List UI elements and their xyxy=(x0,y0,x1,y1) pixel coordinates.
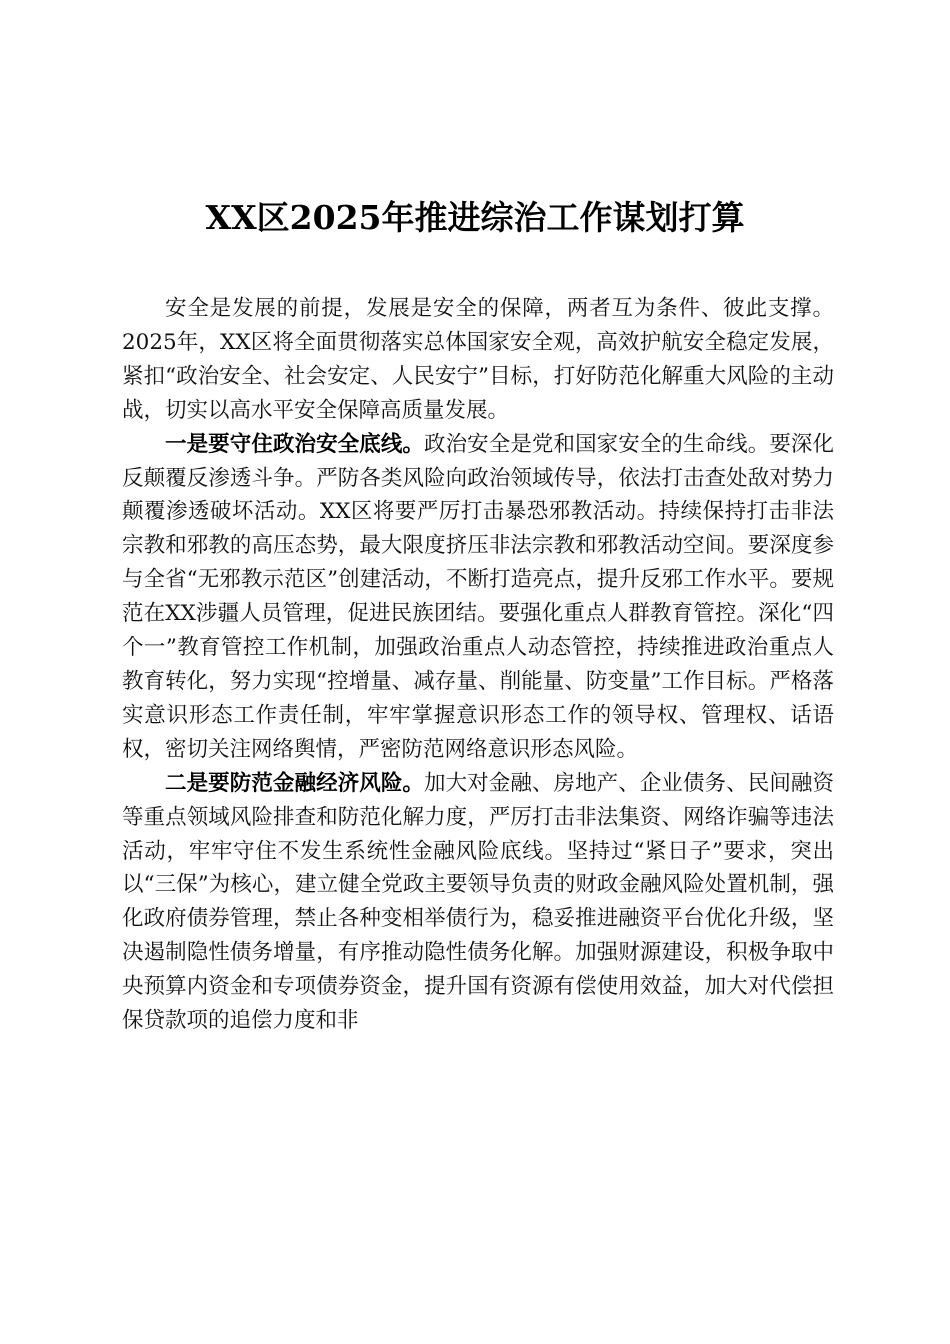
document-body xyxy=(122,292,834,1038)
paragraph-intro xyxy=(122,292,834,428)
paragraph-lead: 一是要守住政治安全底线。 xyxy=(165,431,424,457)
paragraph-lead: 二是要防范金融经济风险。 xyxy=(165,770,424,796)
paragraph-political-security xyxy=(122,428,834,767)
document-title: XX区2025年推进综治工作谋划打算 xyxy=(205,198,745,237)
paragraph-text: 政治安全是党和国家安全的生命线。要深化反颠覆反渗透斗争。严防各类风险向政治领域传导，依法打击查处敌对势力颠覆渗透破坏活动。XX区将要严厉打击暴恐邪教活动。持续保持打击非法宗教和邪教的高压态势，最大限度挤压非法宗教和邪教活动空间。要深度参与全省“无邪教示范区”创建活动，不断打造亮点，提升反邪工作水平。要规范在XX涉疆人员管理，促进民族团结。要强化重点人群教育管控。深化“四个一”教育管控工作机制，加强政治重点人动态管控，持续推进政治重点人教育转化，努力实现“控增量、减存量、削能量、防变量”工作目标。严格落实意识形态工作责任制，牢牢掌握意识形态工作的领导权、管理权、话语权，密切关注网络舆情，严密防范网络意识形态风险。 xyxy=(122,431,834,762)
paragraph-text: 安全是发展的前提，发展是安全的保障，两者互为条件、彼此支撑。2025年，XX区将全面贯彻落实总体国家安全观，高效护航安全稳定发展，紧扣“政治安全、社会安定、人民安宁”目标，打好防范化解重大风险的主动战，切实以高水平安全保障高质量发展。 xyxy=(122,296,834,423)
paragraph-text: 加大对金融、房地产、企业债务、民间融资等重点领域风险排查和防范化解力度，严厉打击非法集资、网络诈骗等违法活动，牢牢守住不发生系统性金融风险底线。坚持过“紧日子”要求，突出以“三保”为核心，建立健全党政主要领导负责的财政金融风险处置机制，强化政府债券管理，禁止各种变相举债行为，稳妥推进融资平台优化升级，坚决遏制隐性债务增量，有序推动隐性债务化解。加强财源建设，积极争取中央预算内资金和专项债券资金，提升国有资源有偿使用效益，加大对代偿担保贷款项的追偿力度和非 xyxy=(122,770,834,1034)
paragraph-financial-risk xyxy=(122,767,834,1038)
